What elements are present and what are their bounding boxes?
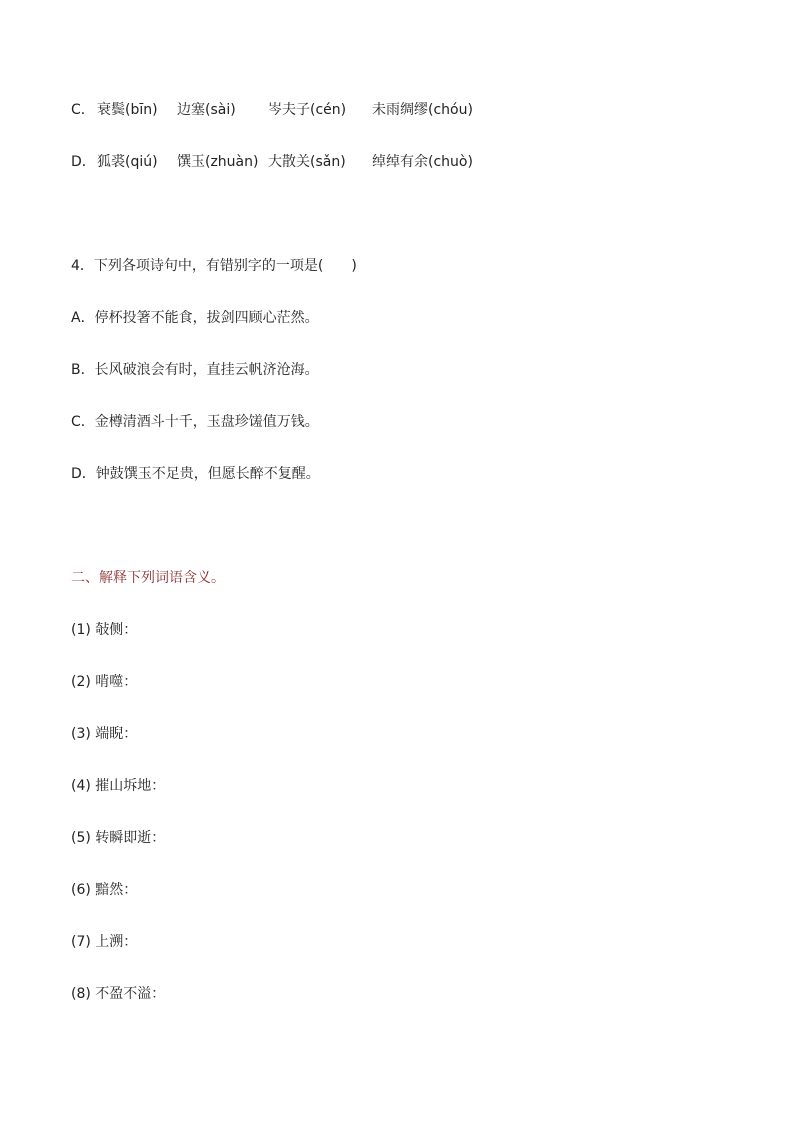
q4-option-b: B．长风破浪会有时，直挂云帆济沧海。 — [71, 362, 319, 378]
q3-option-c-item-3: 岑夫子(cén) — [268, 102, 347, 118]
q3-option-d-item-1: 狐裘(qiú) — [97, 154, 158, 170]
q4-option-c: C．金樽清酒斗十千，玉盘珍馐值万钱。 — [71, 414, 319, 430]
q4-option-d: D．钟鼓馔玉不足贵，但愿长醉不复醒。 — [71, 466, 320, 482]
q3-option-c-item-4: 未雨绸缪(chóu) — [372, 102, 473, 118]
q4-stem: 4．下列各项诗句中，有错别字的一项是( ) — [71, 258, 357, 274]
q4-option-a: A．停杯投箸不能食，拔剑四顾心茫然。 — [71, 310, 319, 326]
vocab-item-3: (3) 端睨： — [71, 726, 138, 742]
q3-option-d-label: D． — [71, 154, 96, 170]
q3-option-c-label: C． — [71, 102, 95, 118]
q3-option-c — [71, 100, 491, 120]
q3-option-c-item-2: 边塞(sài) — [177, 102, 236, 118]
q3-option-d-item-3: 大散关(sǎn) — [268, 154, 346, 170]
vocab-item-1: (1) 敧侧： — [71, 622, 138, 638]
vocab-item-7: (7) 上溯： — [71, 934, 138, 950]
q3-option-d-item-2: 馔玉(zhuàn) — [177, 154, 259, 170]
section-2-title: 二、解释下列词语含义。 — [71, 570, 225, 586]
q3-option-d — [71, 152, 491, 172]
vocab-item-4: (4) 摧山坼地： — [71, 778, 166, 794]
vocab-item-5: (5) 转瞬即逝： — [71, 830, 166, 846]
vocab-item-2: (2) 啃噬： — [71, 674, 138, 690]
vocab-item-6: (6) 黯然： — [71, 882, 138, 898]
q3-option-d-item-4: 绰绰有余(chuò) — [372, 154, 473, 170]
q3-option-c-item-1: 衰鬓(bīn) — [97, 102, 158, 118]
vocab-item-8: (8) 不盈不溢： — [71, 986, 166, 1002]
